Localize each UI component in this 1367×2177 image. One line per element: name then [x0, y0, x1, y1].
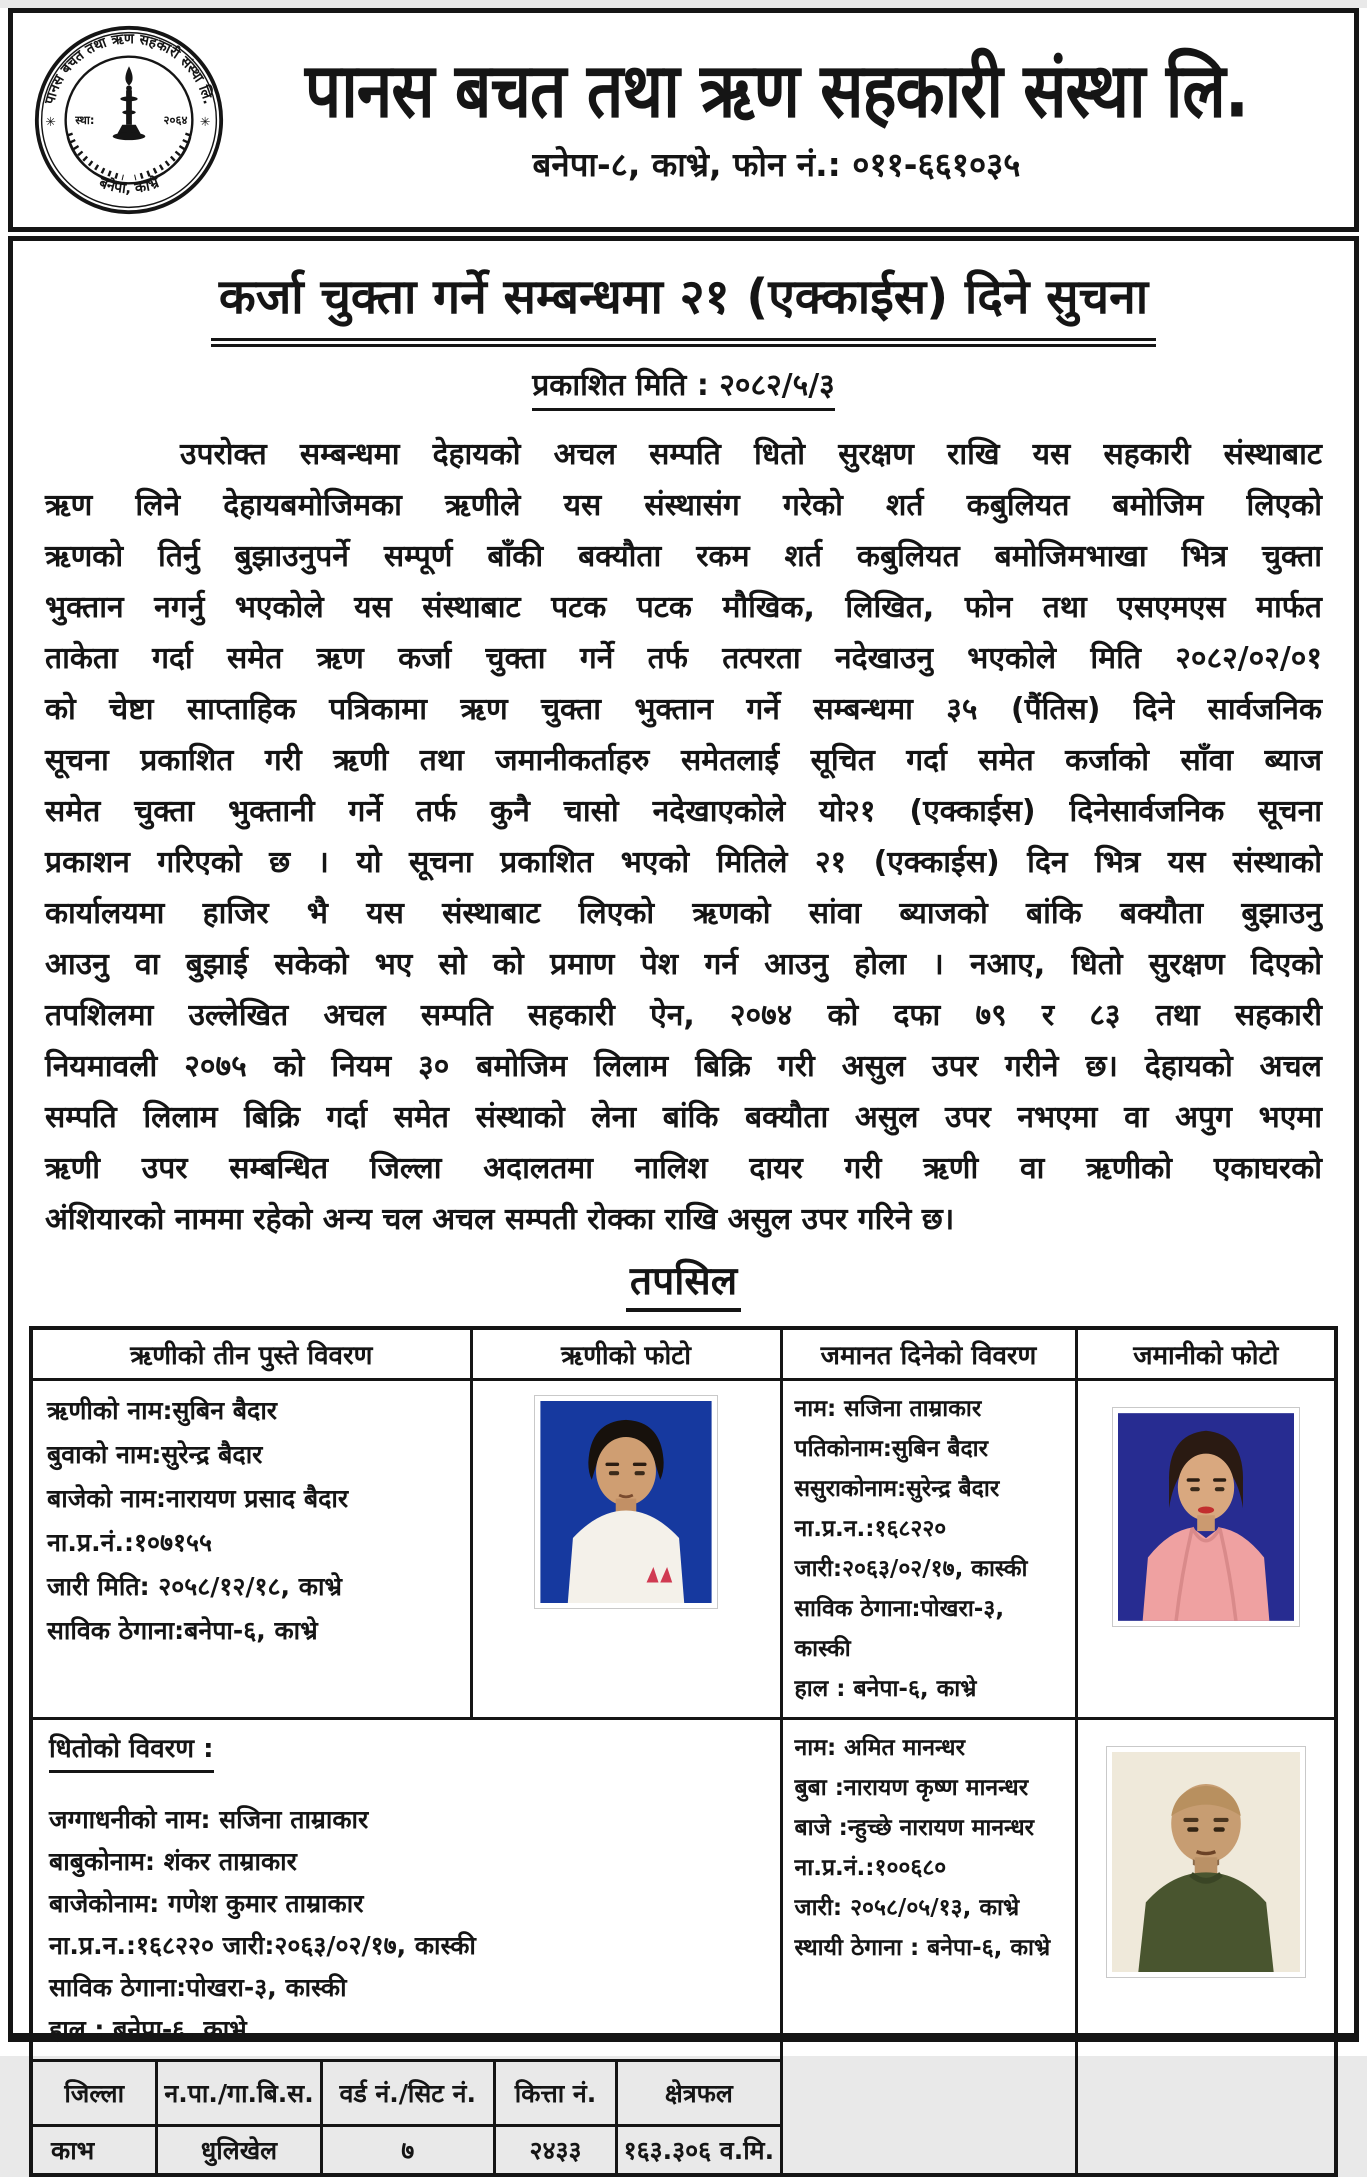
organization-name: पानस बचत तथा ऋण सहकारी संस्था लि. — [304, 48, 1249, 136]
guarantor2-detail-line: स्थायी ठेगाना : बनेपा-६, काभ्रे — [794, 1935, 1051, 1961]
seal-established-label: स्था: — [75, 112, 95, 127]
header-guarantor-details: जमानत दिनेको विवरण — [781, 1328, 1076, 1380]
paragraph-line: ताकेता गर्दा समेत ऋण कर्जा चुक्ता गर्ने तर्फ तत्परता नदेखाउनु भएकोले मिति २०८२/०२/०१ — [45, 641, 1322, 676]
seal-star-left-icon: ✳ — [45, 113, 56, 129]
land-table-header-row — [33, 2062, 780, 2126]
borrower-detail-line: बाजेको नाम:नारायण प्रसाद बैदार — [47, 1484, 349, 1513]
paragraph-line: सम्पति लिलाम बिक्रि गर्दा समेत संस्थाको लेना बांकि बक्यौता असुल उपर नभएमा वा अपुग भएमा — [45, 1100, 1322, 1135]
land-header-area: क्षेत्रफल — [617, 2062, 780, 2126]
details-table — [29, 1326, 1338, 2177]
paragraph-line: आउनु वा बुझाई सकेको भए सो को प्रमाण पेश गर्न आउनु होला । नआए, धितो सुरक्षण दिएको — [45, 947, 1322, 982]
cooperative-seal-logo — [33, 24, 225, 216]
paragraph-line: ऋण लिने देहायबमोजिमका ऋणीले यस संस्थासंग गरेको शर्त कबुलियत बमोजिम लिएको — [45, 488, 1322, 523]
guarantor2-detail-line: नाम: अमित मानन्धर — [794, 1735, 965, 1761]
paragraph-line: नियमावली २०७५ को नियम ३० बमोजिम लिलाम बिक्रि गरी असुल उपर गरीने छ। देहायको अचल — [45, 1049, 1322, 1084]
guarantor2-photo-cell — [1076, 1719, 1336, 2176]
guarantor2-detail-line: बुबा :नारायण कृष्ण मानन्धर — [794, 1775, 1029, 1801]
header-guarantor-photo: जमानीको फोटो — [1076, 1328, 1336, 1380]
collateral-detail-line: ना.प्र.न.:१६८२२० जारी:२०६३/०२/१७, कास्की — [49, 1931, 476, 1960]
collateral-detail-line: साविक ठेगाना:पोखरा-३, कास्की — [49, 1973, 347, 2002]
paragraph-line: समेत चुक्ता भुक्तानी गर्ने तर्फ कुनै चासो नदेखाएकोले यो२१ (एक्काईस) दिनेसार्वजनिक सूचना — [45, 794, 1322, 829]
borrower-detail-line: साविक ठेगाना:बनेपा-६, काभ्रे — [47, 1616, 318, 1645]
guarantor1-detail-line: ना.प्र.न.:१६८२२० — [794, 1516, 947, 1542]
organization-address: बनेपा-८, काभ्रे, फोन नं.: ०११-६६१०३५ — [532, 144, 1021, 184]
guarantor1-detail-line: साविक ठेगाना:पोखरा-३, कास्की — [794, 1596, 1005, 1662]
land-value-area: १६३.३०६ व.मि. — [617, 2126, 780, 2174]
seal-ring-text-bottom: बनेपा, काभ्रे — [96, 175, 162, 198]
header-borrower-photo: ऋणीको फोटो — [471, 1328, 781, 1380]
details-table-header-row — [31, 1328, 1336, 1380]
paragraph-line: भुक्तान नगर्नु भएकोले यस संस्थाबाट पटक पटक मौखिक, लिखित, फोन तथा एसएमएस मार्फत — [45, 590, 1322, 625]
paragraph-line: ऋणी उपर सम्बन्धित जिल्ला अदालतमा नालिश दायर गरी ऋणी वा ऋणीको एकाघरको — [45, 1151, 1322, 1186]
borrower-detail-line: ऋणीको नाम:सुबिन बैदार — [47, 1396, 278, 1425]
masthead — [8, 8, 1359, 232]
land-header-district: जिल्ला — [33, 2062, 157, 2126]
collateral-row — [31, 1719, 1336, 2061]
guarantor1-detail-line: जारी:२०६३/०२/१७, कास्की — [794, 1556, 1028, 1582]
land-value-district: काभ — [33, 2126, 157, 2174]
paragraph-line: अंशियारको नाममा रहेको अन्य चल अचल सम्पती रोक्का राखि असुल उपर गरिने छ। — [45, 1202, 955, 1237]
collateral-detail-line: बाबुकोनाम: शंकर ताम्राकार — [49, 1847, 297, 1876]
guarantor1-photo — [1112, 1407, 1300, 1627]
guarantor1-detail-line: पतिकोनाम:सुबिन बैदार — [794, 1436, 989, 1462]
paragraph-line: को चेष्टा साप्ताहिक पत्रिकामा ऋण चुक्ता भुक्तान गर्ने सम्बन्धमा ३५ (पैंतिस) दिने सार्वजनिक — [45, 692, 1322, 727]
guarantor1-detail-line: नाम: सजिना ताम्राकार — [794, 1396, 982, 1422]
land-value-ward: ७ — [321, 2126, 494, 2174]
masthead-text — [225, 48, 1354, 186]
paragraph-line: उपरोक्त सम्बन्धमा देहायको अचल सम्पति धितो सुरक्षण राखि यस सहकारी संस्थाबाट — [180, 437, 1322, 472]
land-table-value-row — [33, 2126, 780, 2174]
borrower-details-cell — [31, 1380, 471, 1719]
paragraph-line: ऋणको तिर्नु बुझाउनुपर्ने सम्पूर्ण बाँकी बक्यौता रकम शर्त कबुलियत बमोजिमभाखा भित्र चुक्ता — [45, 539, 1322, 574]
header-borrower-details: ऋणीको तीन पुस्ते विवरण — [31, 1328, 471, 1380]
collateral-detail-line: बाजेकोनाम: गणेश कुमार ताम्राकार — [49, 1889, 364, 1918]
borrower-detail-line: जारी मिति: २०५८/१२/१८, काभ्रे — [47, 1572, 342, 1601]
guarantor1-photo-cell — [1076, 1380, 1336, 1719]
land-header-ward: वर्ड नं./सिट नं. — [321, 2062, 494, 2126]
paragraph-line: तपशिलमा उल्लेखित अचल सम्पति सहकारी ऐन, २०७४ को दफा ७९ र ८३ तथा सहकारी — [45, 998, 1322, 1033]
seal-established-year: २०६४ — [163, 112, 188, 127]
borrower-detail-line: ना.प्र.नं.:१०७१५५ — [47, 1528, 212, 1557]
seal-ring-text-top: पानस बचत तथा ऋण सहकारी संस्था लि. — [41, 31, 217, 107]
paragraph-line: सूचना प्रकाशित गरी ऋणी तथा जमानीकर्ताहरु समेतलाई सूचित गर्दा समेत कर्जाको साँवा ब्याज — [45, 743, 1322, 778]
land-table-cell — [31, 2061, 781, 2176]
guarantor2-detail-line: जारी: २०५८/०५/१३, काभ्रे — [794, 1895, 1020, 1921]
guarantor1-detail-line: हाल : बनेपा-६, काभ्रे — [794, 1676, 977, 1702]
guarantor1-details-cell — [781, 1380, 1076, 1719]
notice-paragraph — [45, 429, 1322, 1245]
guarantor2-detail-line: बाजे :न्हुच्छे नारायण मानन्धर — [794, 1815, 1035, 1841]
notice-body — [8, 236, 1359, 2165]
guarantor2-detail-line: ना.प्र.नं.:१००६८० — [794, 1855, 947, 1881]
borrower-row — [31, 1380, 1336, 1719]
notice-title: कर्जा चुक्ता गर्ने सम्बन्धमा २१ (एक्काईस) दिने सुचना — [211, 263, 1156, 347]
land-value-municipality: धुलिखेल — [157, 2126, 321, 2174]
guarantor2-photo — [1106, 1746, 1306, 1978]
paragraph-line: कार्यालयमा हाजिर भै यस संस्थाबाट लिएको ऋणको सांवा ब्याजको बांकि बक्यौता बुझाउनु — [45, 896, 1322, 931]
collateral-details-cell — [31, 1719, 781, 2061]
collateral-detail-line: हाल : बनेपा-६, काभ्रे — [49, 2015, 247, 2044]
guarantor1-detail-line: ससुराकोनाम:सुरेन्द्र बैदार — [794, 1476, 1000, 1502]
paragraph-line: प्रकाशन गरिएको छ । यो सूचना प्रकाशित भएको मितिले २१ (एक्काईस) दिन भित्र यस संस्थाको — [45, 845, 1322, 880]
borrower-photo-cell — [471, 1380, 781, 1719]
notice-page — [0, 8, 1367, 2165]
land-value-plot: २४३३ — [494, 2126, 616, 2174]
tapasil-heading: तपसिल — [626, 1253, 741, 1312]
borrower-detail-line: बुवाको नाम:सुरेन्द्र बैदार — [47, 1440, 263, 1469]
land-table — [33, 2062, 780, 2173]
guarantor2-details-cell — [781, 1719, 1076, 2176]
collateral-title: धितोको विवरण : — [49, 1728, 214, 1773]
collateral-detail-line: जग्गाधनीको नाम: सजिना ताम्राकार — [49, 1805, 369, 1834]
land-header-municipality: न.पा./गा.बि.स. — [157, 2062, 321, 2126]
land-header-plot: कित्ता नं. — [494, 2062, 616, 2126]
published-date: प्रकाशित मिति : २०८२/५/३ — [532, 363, 835, 411]
borrower-photo — [534, 1395, 718, 1609]
seal-star-right-icon: ✳ — [200, 113, 211, 129]
